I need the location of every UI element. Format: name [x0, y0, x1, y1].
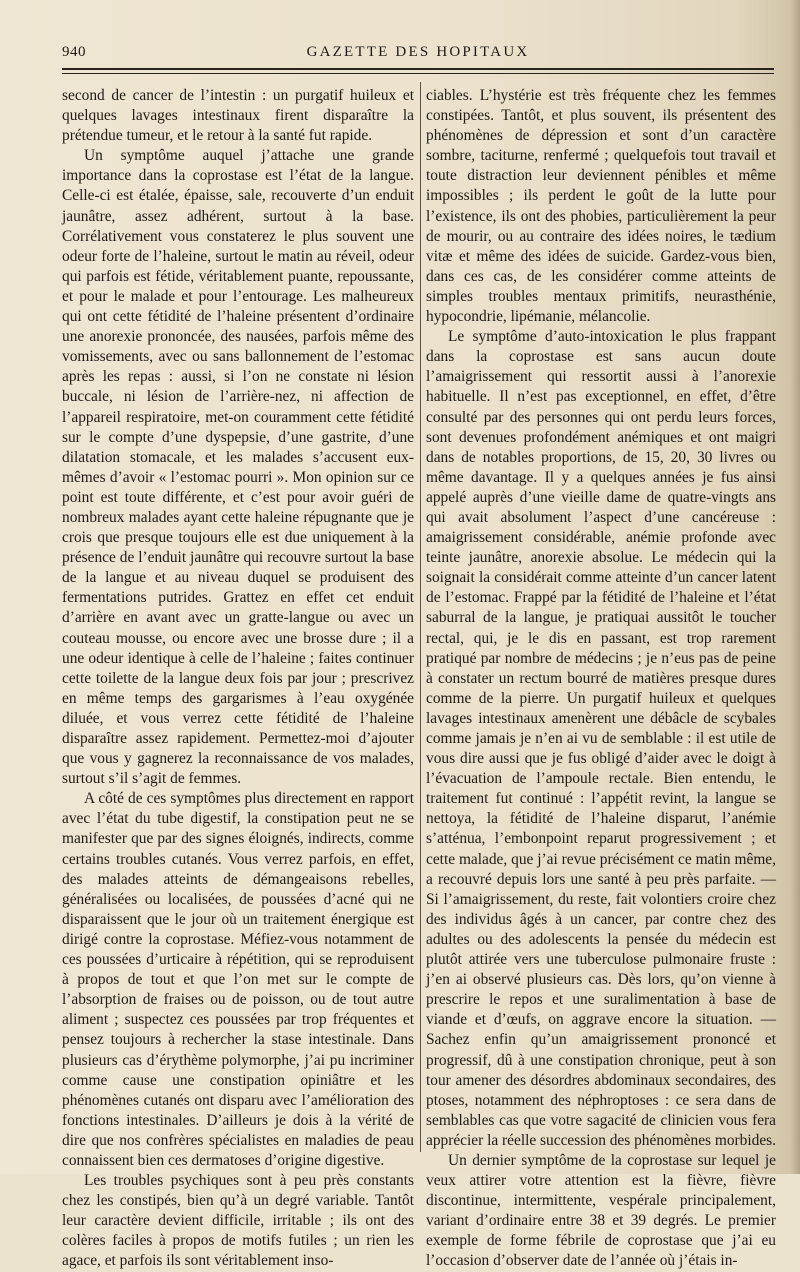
paragraph: Les troubles psychiques sont à peu près constants chez les constipés, bien qu’à un degré variable. Tantôt leur caractère devient difficile, irritable ; ils ont des colères faciles à propos de motifs futiles ; un rien les agace, et parfois ils sont véritablement inso- [62, 1172, 414, 1270]
right-column [426, 86, 776, 1272]
page-header [62, 44, 774, 66]
header-rule-thin [62, 73, 774, 74]
paragraph: A côté de ces symptômes plus directement en rapport avec l’état du tube digestif, la constipation peut ne se manifester que par des signes éloignés, indirects, comme certains troubles cutanés. Vous verrez parfois, en effet, des malades atteints de démangeaisons rebelles, généralisées ou localisées, de poussées d’acné qui ne disparaissent que le jour où un traitement énergique est dirigé contre la coprostase. Méfiez-vous notamment de ces poussées d’urticaire à répétition, qui se reproduisent à propos de tout et que l’on met sur le compte de l’absorption de fraises ou de poisson, ou de tout autre aliment ; suspectez ces poussées par trop fréquentes et pensez toujours à rechercher la stase intestinale. Dans plusieurs cas d’érythème polymorphe, j’ai pu incriminer comme cause une constipation opiniâtre et les phénomènes cutanés ont disparu avec l’amélioration des fonctions intestinales. D’ailleurs je dois à la vérité de dire que nos confrères spécialistes en maladies de peau connaissent bien ces dermatoses d’origine digestive. [62, 790, 414, 1169]
paragraph: Le symptôme d’auto-intoxication le plus frappant dans la coprostase est sans aucun doute l’amaigrissement qui ressortit aussi à l’anorexie habituelle. Il n’est pas exceptionnel, en effet, d’être consulté par des personnes qui ont perdu leurs forces, sont devenues profondément anémiques et ont maigri dans de notables proportions, de 15, 20, 30 livres ou même davantage. Il y a quelques années je fus ainsi appelé auprès d’une vieille dame de quatre-vingts ans qui avait absolument l’aspect d’une cancéreuse : amaigrissement considérable, anémie profonde avec teinte jaunâtre, anorexie absolue. Le médecin qui la soignait la considérait comme atteinte d’un cancer latent de l’estomac. Frappé par la fétidité de l’haleine et l’état saburral de la langue, je pratiquai aussitôt le toucher rectal, qui, je le dis en passant, est trop rarement pratiqué par nombre de médecins ; je n’eus pas de peine à constater un rectum bourré de matières presque dures comme de la pierre. Un purgatif huileux et quelques lavages intestinaux amenèrent une débâcle de scybales comme jamais je n’en ai vu de semblable : il est utile de vous dire aussi que je fus obligé d’aider avec le doigt à l’évacuation de l’ampoule rectale. Bien entendu, le traitement fut continué : l’appétit revint, la langue se nettoya, la fétidité de l’haleine disparut, l’anémie s’atténua, l’embonpoint reparut progressivement ; et cette malade, que j’ai revue précisément ce matin même, a recouvré depuis lors une santé à peu près parfaite. — Si l’amaigrissement, du reste, fait volontiers croire chez des individus âgés à un cancer, par contre chez des adultes ou des adolescents la pensée du médecin est plutôt attirée vers une tuberculose pulmonaire fruste : j’en ai observé plusieurs cas. Dès lors, qu’on vienne à prescrire le repos et une suralimentation à base de viande et d’œufs, on aggrave encore la situation. — Sachez enfin qu’un amaigrissement prononcé et progressif, dû à une constipation chronique, peut à son tour amener des désordres abdominaux secondaires, des ptoses, notamment des néphroptoses : ce sera dans de semblables cas que votre sagacité de clinicien vous fera apprécier la réelle succession des phénomènes morbides. [426, 328, 777, 1149]
left-column [62, 86, 414, 1272]
page-number: 940 [62, 44, 86, 60]
column-divider [420, 82, 421, 1152]
header-rule-thick [62, 68, 774, 70]
paragraph: Un dernier symptôme de la coprostase sur lequel je veux attirer votre attention est la fièvre, fièvre discontinue, intermittente, vespérale principalement, variant d’ordinaire entre 38 et 39 degrés. Le premier exemple de forme fébrile de coprostase que j’ai eu l’occasion d’observer date de l’année où j’étais in- [426, 1151, 776, 1270]
paragraph: Un symptôme auquel j’attache une grande importance dans la coprostase est l’état de la langue. Celle-ci est étalée, épaisse, sale, recouverte d’un enduit jaunâtre, assez adhérent, surtout à la base. Corrélativement vous constaterez le plus souvent une odeur forte de l’haleine, surtout le matin au réveil, odeur qui parfois est fétide, véritablement puante, repoussante, et pour le malade et pour l’entourage. Les malheureux qui ont cette fétidité de l’haleine présentent d’ordinaire une anorexie prononcée, des nausées, parfois même des vomissements, avec ou sans ballonnement de l’estomac après les repas : aussi, si l’on ne constate ni lésion buccale, ni lésion de l’arrière-nez, ni affection de l’appareil respiratoire, met-on couramment cette fétidité sur le compte d’une dyspepsie, d’une gastrite, d’une dilatation stomacale, et les malades s’accusent eux-mêmes d’avoir « l’estomac pourri ». Mon opinion sur ce point est toute différente, et c’est pour avoir guéri de nombreux malades ayant cette haleine répugnante que je crois que presque toujours elle est due uniquement à la présence de l’enduit jaunâtre qui recouvre surtout la base de la langue et au niveau duquel se produisent des fermentations putrides. Grattez en effet cet enduit d’arrière en avant avec un gratte-langue ou avec un couteau mousse, ou encore avec une brosse dure ; il a une odeur identique à celle de l’haleine ; faites continuer cette toilette de la langue deux fois par jour ; prescrivez en même temps des gargarismes à l’eau oxygénée diluée, et vous verrez cette fétidité de l’haleine disparaître assez rapidement. Permettez-moi d’ajouter que vous y gagnerez la reconnaissance de vos malades, surtout s’il s’agit de femmes. [62, 147, 414, 788]
paragraph: ciables. L’hystérie est très fréquente chez les femmes constipées. Tantôt, et plus souvent, ils présentent des phénomènes de dépression et sont d’un caractère sombre, taciturne, renfermé ; quelquefois tout travail et toute distraction leur deviennent pénibles et même impossibles ; ils perdent le goût de la lutte pour l’existence, ils ont des phobies, particulièrement la peur de mourir, ou au contraire des idées noires, le tædium vitæ et même des idées de suicide. Gardez-vous bien, dans ces cas, de les considérer comme atteints de simples troubles mentaux primitifs, neurasthénie, hypocondrie, lipémanie, mélancolie. [426, 87, 776, 326]
paragraph: second de cancer de l’intestin : un purgatif huileux et quelques lavages intestinaux firent disparaître la prétendue tumeur, et le retour à la santé fut rapide. [62, 87, 414, 145]
page-edge-shadow [790, 0, 800, 1174]
journal-title: GAZETTE DES HOPITAUX [306, 44, 530, 60]
